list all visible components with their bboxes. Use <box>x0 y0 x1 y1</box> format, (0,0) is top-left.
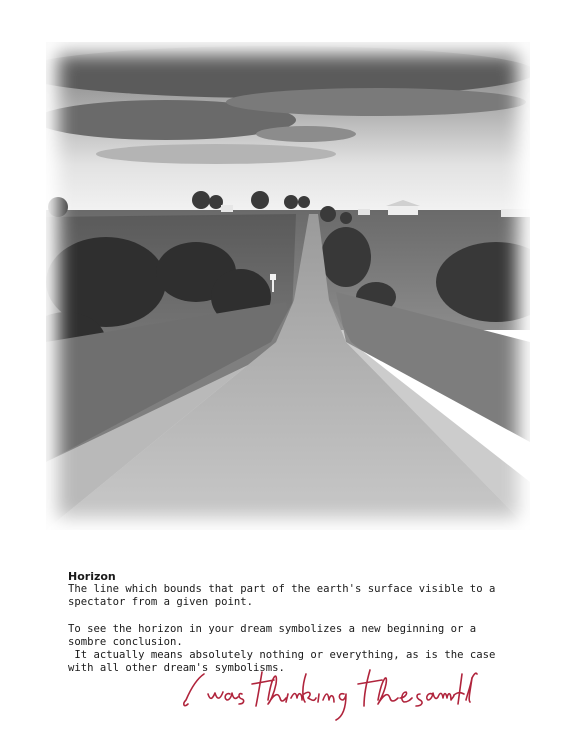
signature-script-image <box>178 664 478 726</box>
dictionary-entry <box>68 570 518 675</box>
road-landscape-image <box>46 42 530 530</box>
handwritten-signature <box>178 664 478 726</box>
dream-line-2: It actually means absolutely nothing or everything, as is the case with all other dream's symbolisms. <box>68 649 502 675</box>
dream-line-1: To see the horizon in your dream symbolizes a new beginning or a sombre conclusion. <box>68 622 477 648</box>
paragraph-spacer <box>68 610 518 623</box>
entry-term: Horizon <box>68 570 116 583</box>
entry-definition: The line which bounds that part of the earth's surface visible to a spectator from a given point. <box>68 583 496 609</box>
country-road-photo <box>46 42 530 530</box>
